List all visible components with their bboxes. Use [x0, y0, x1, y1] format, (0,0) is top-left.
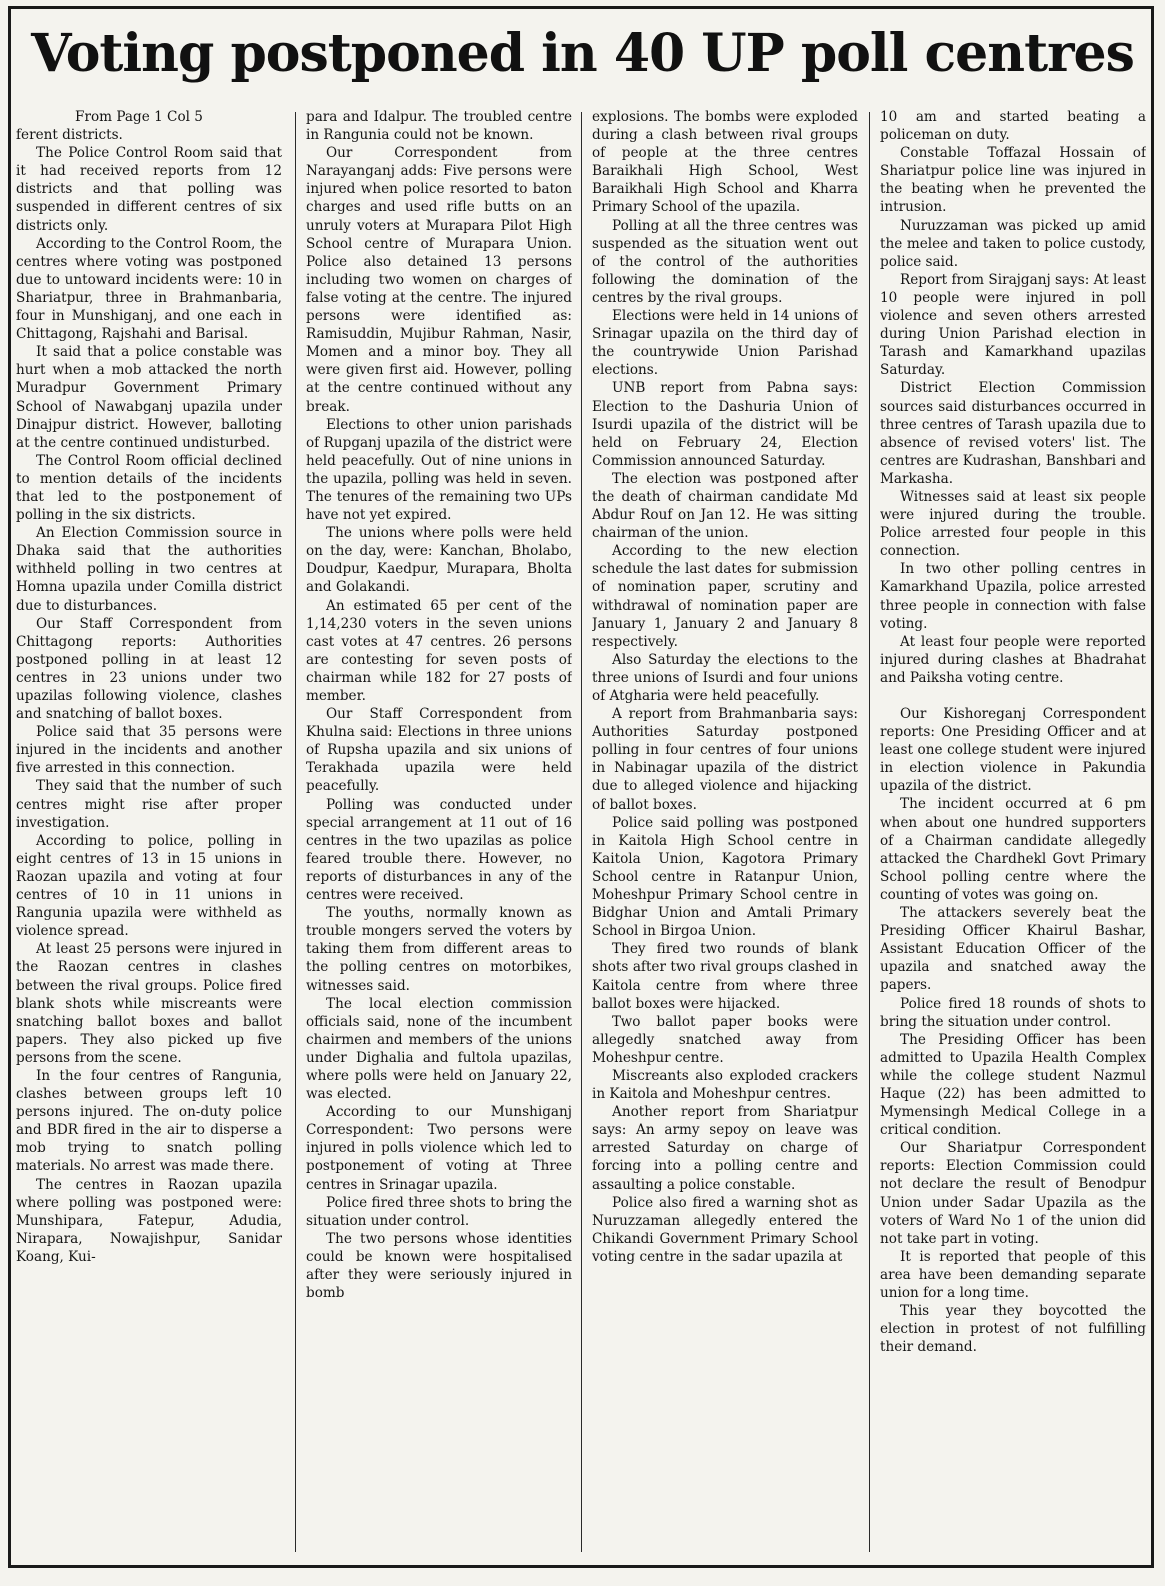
article-body — [14, 108, 1154, 1558]
paragraph-gap — [880, 687, 1146, 705]
column-rule — [869, 112, 870, 1552]
paragraph: The election was postponed after the death of chairman candidate Md Abdur Rouf on Jan 12. He was sitting chairman of the union. — [592, 470, 858, 542]
paragraph: Police also fired a warning shot as Nuruzzaman allegedly entered the Chikandi Government Primary School voting centre in the sadar upazila at — [592, 1194, 858, 1265]
paragraph: Witnesses said at least six people were injured during the trouble. Police arrested four people in this connection. — [880, 488, 1146, 560]
paragraph: The incident occurred at 6 pm when about one hundred supporters of a Chairman candidate allegedly attacked the Chardhekl Govt Primary School polling centre where the counting of votes was going on. — [880, 796, 1146, 903]
paragraph: This year they boycotted the election in protest of not fulfilling their demand. — [880, 1303, 1146, 1356]
paragraph: Two ballot paper books were allegedly snatched away from Moheshpur centre. — [592, 1013, 858, 1066]
paragraph: Another report from Shariatpur says: An army sepoy on leave was arrested Saturday on charge of forcing into a polling centre and assaulting a police constable. — [592, 1104, 858, 1193]
paragraph: An Election Commission source in Dhaka said that the authorities withheld polling in two centres at Homna upazila under Comilla district due to disturbances. — [16, 525, 282, 614]
paragraph: According to the Control Room, the centres where voting was postponed due to untoward incidents were: 10 in Shariatpur, three in Brahmanbaria, four in Munshiganj, and one each in Chittagong, Rajshahi and Barisal. — [16, 235, 282, 343]
paragraph: The Control Room official declined to mention details of the incidents that led to the postponement of polling in the six districts. — [16, 452, 282, 524]
paragraph: According to our Munshiganj Correspondent: Two persons were injured in polls violence which led to postponement of voting at Three centres in Srinagar upazila. — [306, 1104, 572, 1193]
paragraph: The local election commission officials said, none of the incumbent chairmen and members of the unions under Dighalia and fultola upazilas, where polls were held on January 22, was elected. — [306, 995, 572, 1103]
paragraph: In the four centres of Rangunia, clashes between groups left 10 persons injured. The on-duty police and BDR fired in the air to disperse a mob trying to snatch polling materials. No arrest was made there. — [16, 1067, 282, 1175]
paragraph: The Police Control Room said that it had received reports from 12 districts and that polling was suspended in different centres of six districts only. — [16, 145, 282, 234]
paragraph: Our Correspondent from Narayanganj adds: Five persons were injured when police resorted to baton charges and used rifle butts on an unruly voters at Murapara Pilot High School centre of Murapara Union. Police also detained 13 persons including two women on charges of false voting at the centre. The injured persons were identified as: Ramisuddin, Mujibur Rahman, Nasir, Momen and a minor boy. They all were given first aid. However, polling at the centre continued without any break. — [306, 145, 572, 415]
paragraph: It said that a police constable was hurt when a mob attacked the north Muradpur Government Primary School of Nawabganj upazila under Dinajpur district. However, balloting at the centre continued undisturbed. — [16, 344, 282, 451]
paragraph: In two other polling centres in Kamarkhand Upazila, police arrested three people in connection with false voting. — [880, 561, 1146, 632]
paragraph: para and Idalpur. The troubled centre in Rangunia could not be known. — [306, 109, 572, 144]
paragraph: The youths, normally known as trouble mongers served the voters by taking them from different areas to the polling centres on motorbikes, witnesses said. — [306, 905, 572, 994]
column-1 — [16, 108, 282, 1558]
column-rule — [581, 112, 582, 1552]
paragraph: A report from Brahmanbaria says: Authorities Saturday postponed polling in four centres of four unions in Nabinagar upazila of the district due to alleged violence and hijacking of ballot boxes. — [592, 706, 858, 813]
paragraph: The unions where polls were held on the day, were: Kanchan, Bholabo, Doudpur, Kaedpur, Murapara, Bholta and Golakandi. — [306, 525, 572, 596]
paragraph: Nuruzzaman was picked up amid the melee and taken to police custody, police said. — [880, 217, 1146, 270]
paragraph: ferent districts. — [16, 127, 123, 144]
paragraph: They fired two rounds of blank shots after two rival groups clashed in Kaitola centre from where three ballot boxes were hijacked. — [592, 941, 858, 1012]
paragraph: Miscreants also exploded crackers in Kaitola and Moheshpur centres. — [592, 1067, 858, 1103]
paragraph: They said that the number of such centres might rise after proper investigation. — [16, 778, 282, 831]
paragraph: According to the new election schedule the last dates for submission of nomination paper, scrutiny and withdrawal of nomination paper are January 1, January 2 and January 8 respectively. — [592, 543, 858, 650]
paragraph: Elections were held in 14 unions of Srinagar upazila on the third day of the countrywide Union Parishad elections. — [592, 308, 858, 379]
paragraph: At least four people were reported injured during clashes at Bhadrahat and Paiksha voting centre. — [880, 633, 1146, 686]
paragraph: At least 25 persons were injured in the Raozan centres in clashes between the rival groups. Police fired blank shots while miscreants were snatching ballot boxes and ballot papers. They also picked up five persons from the scene. — [16, 941, 282, 1066]
paragraph: Police said polling was postponed in Kaitola High School centre in Kaitola Union, Kagotora Primary School centre in Ratanpur Union, Moheshpur Primary School centre in Bidghar Union and Amtali Primary School in Birgoa Union. — [592, 814, 858, 940]
paragraph: Our Shariatpur Correspondent reports: Election Commission could not declare the result of Benodpur Union under Sadar Upazila as the voters of Ward No 1 of the union did not take part in voting. — [880, 1140, 1146, 1247]
headline: Voting postponed in 40 UP poll centres — [31, 23, 1134, 84]
paragraph: Police said that 35 persons were injured in the incidents and another five arrested in this connection. — [16, 724, 282, 777]
paragraph: Polling at all the three centres was suspended as the situation went out of the control of the authorities following the domination of the centres by the rival groups. — [592, 217, 858, 306]
paragraph: District Election Commission sources said disturbances occurred in three centres of Tarash upazila due to absence of revised voters' list. The centres are Kudrashan, Banshbari and Markasha. — [880, 380, 1146, 487]
paragraph: Our Kishoreganj Correspondent reports: One Presiding Officer and at least one college student were injured in election violence in Pakundia upazila of the district. — [880, 706, 1146, 795]
paragraph: Police fired 18 rounds of shots to bring the situation under control. — [880, 995, 1146, 1030]
paragraph: 10 am and started beating a policeman on duty. — [880, 109, 1146, 144]
paragraph: The centres in Raozan upazila where polling was postponed were: Munshipara, Fatepur, Adudia, Nirapara, Nowajishpur, Sanidar Koang, Kui- — [16, 1176, 282, 1265]
column-2 — [306, 108, 572, 1558]
paragraph: According to police, polling in eight centres of 13 in 15 unions in Raozan upazila and voting at four centres of 10 in 11 unions in Rangunia upazila were withheld as violence spread. — [16, 832, 282, 940]
paragraph: Polling was conducted under special arrangement at 11 out of 16 centres in the two upazilas as police feared trouble there. However, no reports of disturbances in any of the centres were received. — [306, 796, 572, 904]
jump-line: From Page 1 Col 5 — [75, 109, 203, 125]
paragraph: Elections to other union parishads of Rupganj upazila of the district were held peacefully. Out of nine unions in the upazila, polling was held in seven. The tenures of the remaining two UPs have not yet expired. — [306, 416, 572, 524]
column-4 — [880, 108, 1146, 1558]
paragraph: Constable Toffazal Hossain of Shariatpur police line was injured in the beating when he prevented the intrusion. — [880, 145, 1146, 216]
paragraph: Also Saturday the elections to the three unions of Isurdi and four unions of Atgharia were held peacefully. — [592, 651, 858, 704]
paragraph: It is reported that people of this area have been demanding separate union for a long time. — [880, 1248, 1146, 1301]
column-3 — [592, 108, 858, 1558]
paragraph: Our Staff Correspondent from Khulna said: Elections in three unions of Rupsha upazila and six unions of Terakhada upazila were held peacefully. — [306, 706, 572, 795]
paragraph: Report from Sirajganj says: At least 10 people were injured in poll violence and seven others arrested during Union Parishad election in Tarash and Kamarkhand upazilas Saturday. — [880, 271, 1146, 379]
paragraph: Police fired three shots to bring the situation under control. — [306, 1194, 572, 1229]
column-rule — [295, 112, 296, 1552]
paragraph: An estimated 65 per cent of the 1,14,230 voters in the seven unions cast votes at 47 centres. 26 persons are contesting for seven posts of chairman while 182 for 27 posts of member. — [306, 597, 572, 704]
paragraph: explosions. The bombs were exploded during a clash between rival groups of people at the three centres Baraikhali High School, West Baraikhali High School and Kharra Primary School of the upazila. — [592, 109, 858, 216]
paragraph: The two persons whose identities could be known were hospitalised after they were seriously injured in bomb — [306, 1230, 572, 1302]
paragraph: The Presiding Officer has been admitted to Upazila Health Complex while the college student Nazmul Haque (22) has been admitted to Mymensingh Medical College in a critical condition. — [880, 1031, 1146, 1139]
paragraph: UNB report from Pabna says: Election to the Dashuria Union of Isurdi upazila of the district will be held on February 24, Election Commission announced Saturday. — [592, 380, 858, 469]
paragraph: The attackers severely beat the Presiding Officer Khairul Bashar, Assistant Education Officer of the upazila and snatched away the papers. — [880, 905, 1146, 994]
paragraph: Our Staff Correspondent from Chittagong reports: Authorities postponed polling in at least 12 centres in 23 unions under two upazilas following violence, clashes and snatching of ballot boxes. — [16, 615, 282, 723]
